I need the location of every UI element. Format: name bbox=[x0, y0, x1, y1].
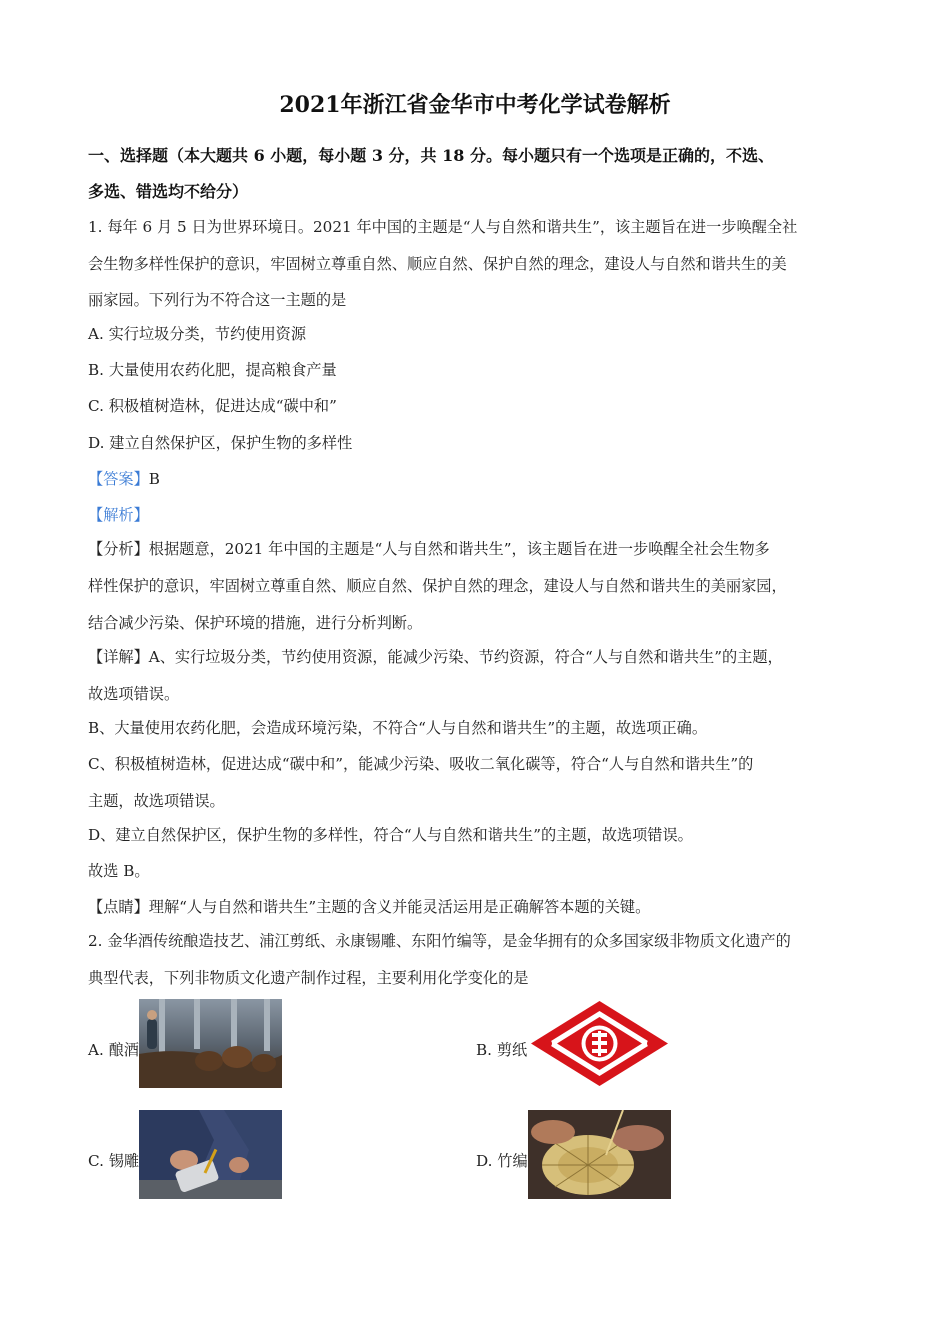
q1-stem-line: 1. 每年 6 月 5 日为世界环境日。2021 年中国的主题是“人与自然和谐共生”，该主题旨在进一步唤醒全社 bbox=[88, 218, 798, 236]
q1-comment: 【点睛】理解“人与自然和谐共生”主题的含义并能灵活运用是正确解答本题的关键。 bbox=[88, 898, 651, 916]
q2-option-b-label: B. 剪纸 bbox=[476, 1041, 528, 1059]
q1-analysis-line: 【分析】根据题意，2021 年中国的主题是“人与自然和谐共生”，该主题旨在进一步唤醒全社会生物多 bbox=[88, 540, 770, 558]
q2-option-a-label: A. 酿酒 bbox=[88, 1041, 139, 1059]
q1-stem-line: 丽家园。下列行为不符合这一主题的是 bbox=[88, 291, 347, 309]
q1-detail-line: 故选项错误。 bbox=[88, 685, 180, 703]
q1-option-d: D. 建立自然保护区，保护生物的多样性 bbox=[88, 434, 353, 452]
q2-option-d-label: D. 竹编 bbox=[476, 1152, 528, 1170]
bamboo-weaving-photo bbox=[528, 1110, 671, 1199]
q2-stem-line: 2. 金华酒传统酿造技艺、浦江剪纸、永康锡雕、东阳竹编等，是金华拥有的众多国家级非物质文化遗产的 bbox=[88, 932, 791, 950]
q1-detail-line: C、积极植树造林，促进达成“碳中和”，能减少污染、吸收二氧化碳等，符合“人与自然和谐共生”的 bbox=[88, 755, 754, 773]
answer-tag: 【答案】 bbox=[88, 470, 149, 488]
brewing-photo bbox=[139, 999, 282, 1088]
q1-answer bbox=[88, 469, 888, 489]
section-heading-line-2: 多选、错选均不给分） bbox=[88, 182, 249, 201]
q1-detail-line: 主题，故选项错误。 bbox=[88, 792, 225, 810]
q1-detail-line: D、建立自然保护区，保护生物的多样性，符合“人与自然和谐共生”的主题，故选项错误。 bbox=[88, 826, 693, 844]
q1-option-c: C. 积极植树造林，促进达成“碳中和” bbox=[88, 397, 337, 415]
q1-option-a: A. 实行垃圾分类，节约使用资源 bbox=[88, 325, 307, 343]
analysis-tag: 【解析】 bbox=[88, 506, 149, 524]
q1-detail-line: 【详解】A、实行垃圾分类，节约使用资源，能减少污染、节约资源，符合“人与自然和谐共生”的主题， bbox=[88, 648, 783, 666]
page-title: 2021年浙江省金华市中考化学试卷解析 bbox=[279, 92, 671, 118]
paper-cut-image bbox=[528, 999, 671, 1088]
answer-value: B bbox=[148, 470, 160, 488]
q1-option-b: B. 大量使用农药化肥，提高粮食产量 bbox=[88, 361, 337, 379]
section-heading-line-1: 一、选择题（本大题共 6 小题，每小题 3 分，共 18 分。每小题只有一个选项是正确的，不选、 bbox=[88, 146, 774, 165]
tin-carving-photo bbox=[139, 1110, 282, 1199]
q1-detail-line: 故选 B。 bbox=[88, 862, 150, 880]
q1-analysis-line: 样性保护的意识，牢固树立尊重自然、顺应自然、保护自然的理念，建设人与自然和谐共生的美丽家园， bbox=[88, 577, 787, 595]
q1-detail-line: B、大量使用农药化肥，会造成环境污染，不符合“人与自然和谐共生”的主题，故选项正确。 bbox=[88, 719, 708, 737]
q1-analysis-line: 结合减少污染、保护环境的措施，进行分析判断。 bbox=[88, 614, 423, 632]
q2-stem-line: 典型代表，下列非物质文化遗产制作过程，主要利用化学变化的是 bbox=[88, 969, 529, 987]
q2-option-c-label: C. 锡雕 bbox=[88, 1152, 140, 1170]
q1-stem-line: 会生物多样性保护的意识，牢固树立尊重自然、顺应自然、保护自然的理念，建设人与自然和谐共生的美 bbox=[88, 255, 787, 273]
